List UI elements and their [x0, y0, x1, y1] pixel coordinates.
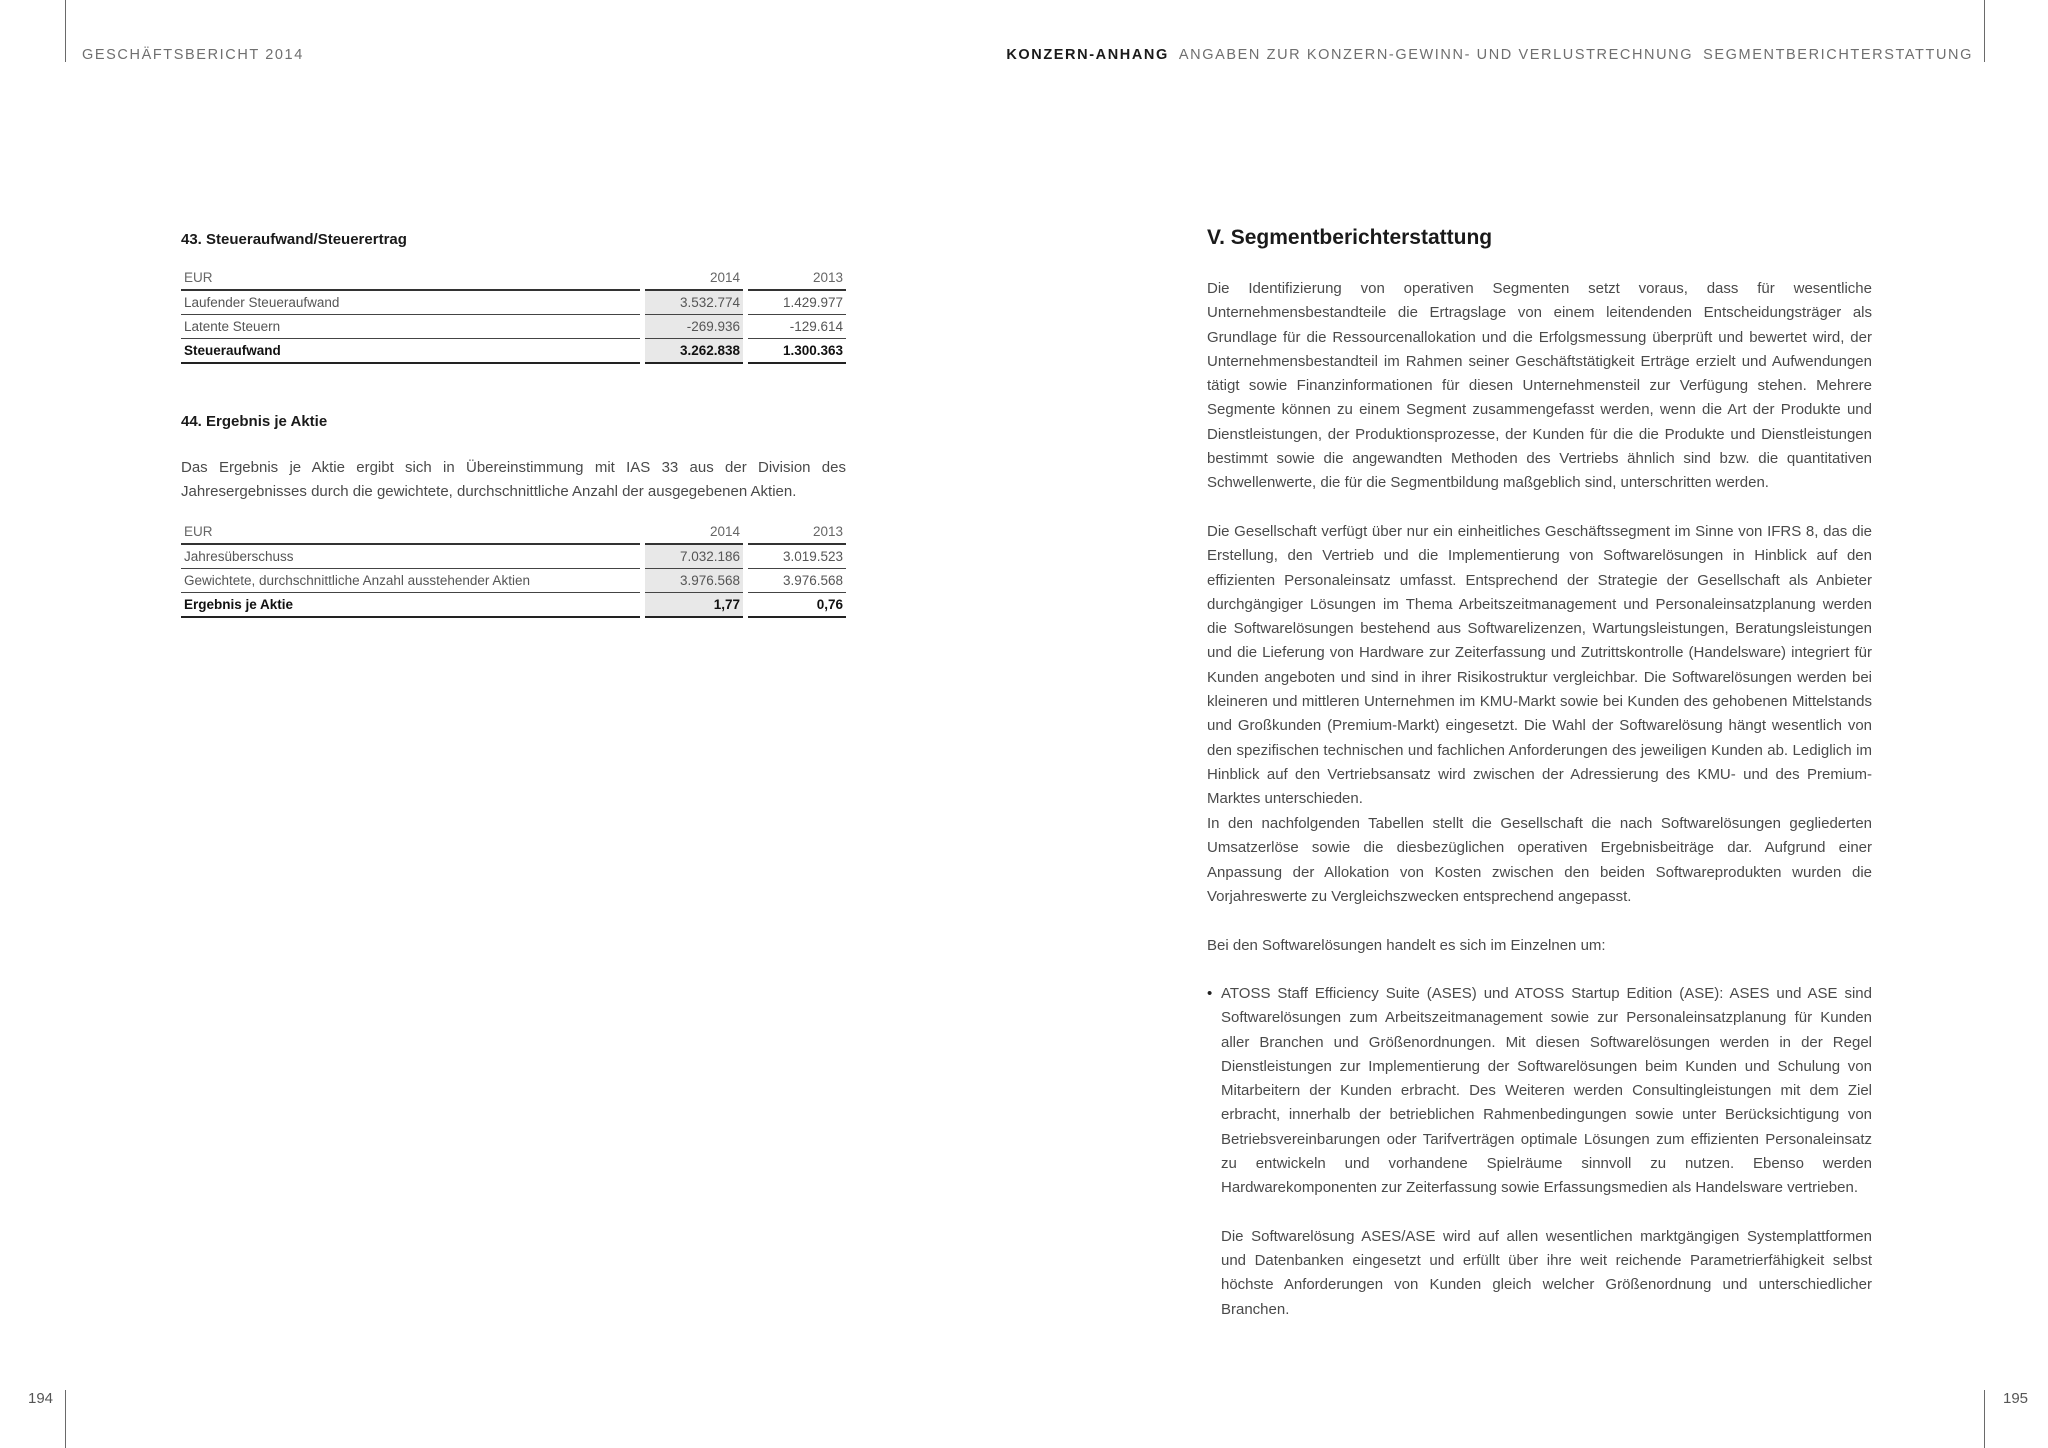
section-43-title: 43. Steueraufwand/Steuerertrag: [181, 231, 407, 248]
page-number-right: 195: [2003, 1390, 2029, 1407]
segment-paragraph-2: Die Gesellschaft verfügt über nur ein einheitliches Geschäftssegment im Sinne von IFRS 8, das die Erstellung, den Vertrieb und die Implementierung von Softwarelösungen in Hinblick auf den effizienten Personaleinsatz umfasst. Entsprechend der Strategie der Gesellschaft als Anbieter durchgängiger Lösungen im Thema Arbeitszeitmanagement und Personaleinsatzplanung werden die Softwarelösungen bestehend aus Softwarelizenzen, Wartungsleistungen, Beratungsleistungen und die Lieferung von Hardware zur Zeiterfassung und Zutrittskontrolle (Handelsware) integriert für Kunden angeboten und sind in ihrer Risikostruktur vergleichbar. Die Softwarelösungen werden bei kleineren und mittleren Unternehmen im KMU-Markt sowie bei Kunden des gehobenen Mittelstands und Großkunden (Premium-Markt) eingesetzt. Die Wahl der Softwarelösung hängt wesentlich von den spezifischen technischen und fachlichen Anforderungen des jeweiligen Kunden ab. Lediglich im Hinblick auf den Vertriebsansatz wird zwischen der Adressierung des KMU- und des Premium-Marktes unterschieden.: [1207, 523, 1872, 808]
row-label: Ergebnis je Aktie: [181, 593, 640, 618]
value-2014: -269.936: [645, 315, 743, 339]
table-header-row: [181, 520, 846, 545]
bullet-continuation: Die Softwarelösung ASES/ASE wird auf allen wesentlichen marktgängigen Systemplattformen und Datenbanken eingesetzt und erfüllt über ihre weit reichende Parametrierfähigkeit selbst höchste Anforderungen von Kunden gleich welcher Größenordnung und unterschiedlicher Branchen.: [1221, 1227, 1872, 1318]
col-header: 2013: [748, 266, 846, 291]
table-row: [181, 315, 846, 339]
value-2013: 0,76: [748, 593, 846, 618]
segment-paragraph-1: Die Identifizierung von operativen Segmenten setzt voraus, dass für wesentliche Unternehmensbestandteile die Ertragslage von einem leitendenden Entscheidungsträger als Grundlage für die Ressourcenallokation und die Erfolgsmessung überprüft und bewertet wird, der Unternehmensbestandteil im Rahmen seiner Geschäftstätigkeit Erträge erzielt und Aufwendungen tätigt sowie Finanzinformationen für diesen Unternehmensteil zur Verfügung stehen. Mehrere Segmente können zu einem Segment zusammengefasst werden, wenn die Art der Produkte und Dienstleistungen, der Produktionsprozesse, der Kunden für die die Produkte und Dienstleistungen bestimmt sowie die angewandten Methoden des Vertriebs ähnlich sind bzw. die quantitativen Schwellenwerte, die für die Segmentbildung maßgeblich sind, unterschritten werden.: [1207, 280, 1872, 492]
value-2013: 3.019.523: [748, 545, 846, 569]
segment-reporting-title: V. Segmentberichterstattung: [1207, 226, 1493, 249]
left-bottom-rule: [65, 1390, 66, 1448]
col-header: EUR: [181, 520, 640, 545]
col-header: 2014: [645, 266, 743, 291]
table-total-row: [181, 593, 846, 618]
value-2014: 3.532.774: [645, 291, 743, 315]
page-number-left: 194: [28, 1390, 54, 1407]
bullet-dot-icon: •: [1207, 985, 1213, 1002]
right-top-rule: [1984, 0, 1985, 62]
left-top-rule: [65, 0, 66, 62]
section-sub2: SEGMENTBERICHTERSTATTUNG: [1703, 47, 1973, 63]
table-total-row: [181, 339, 846, 364]
value-2014: 7.032.186: [645, 545, 743, 569]
section-44-text: Das Ergebnis je Aktie ergibt sich in Übereinstimmung mit IAS 33 aus der Division des Jahresergebnisses durch die gewichtete, durchschnittliche Anzahl der ausgegebenen Aktien.: [181, 459, 846, 500]
table-row: [181, 291, 846, 315]
value-2013: 1.300.363: [748, 339, 846, 364]
left-running-header: [82, 47, 304, 63]
col-header: EUR: [181, 266, 640, 291]
earnings-per-share-table: [181, 520, 846, 618]
row-label: Steueraufwand: [181, 339, 640, 364]
value-2014: 3.262.838: [645, 339, 743, 364]
row-label: Laufender Steueraufwand: [181, 291, 640, 315]
right-bottom-rule: [1984, 1390, 1985, 1448]
table-row: [181, 569, 846, 593]
table-row: [181, 545, 846, 569]
tax-expense-table: [181, 266, 846, 364]
report-title: GESCHÄFTSBERICHT 2014: [82, 47, 304, 63]
value-2014: 3.976.568: [645, 569, 743, 593]
bullet-item-ases: [1207, 982, 1872, 1322]
value-2013: -129.614: [748, 315, 846, 339]
row-label: Jahresüberschuss: [181, 545, 640, 569]
bullet-text: ATOSS Staff Efficiency Suite (ASES) und ATOSS Startup Edition (ASE): ASES und ASE sind Softwarelösungen zum Arbeitszeitmanagement sowie zur Personaleinsatzplanung für Kunden aller Branchen und Größenordnungen. Mit diesen Softwarelösungen werden in der Regel Dienstleistungen zur Implementierung der Softwarelösungen beim Kunden und Schulung von Mitarbeitern der Kunden erbracht. Des Weiteren werden Consultingleistungen mit dem Ziel erbracht, innerhalb der betrieblichen Rahmenbedingungen sowie unter Berücksichtigung von Betriebsvereinbarungen oder Tarifverträgen optimale Lösungen zum effizienten Personaleinsatz zu entwickeln und vorhandene Spielräume sinnvoll zu nutzen. Ebenso werden Hardwarekomponenten zur Zeiterfassung sowie Erfassungsmedien als Handelsware vertrieben.: [1221, 985, 1872, 1197]
col-header: 2014: [645, 520, 743, 545]
table-header-row: [181, 266, 846, 291]
value-2014: 1,77: [645, 593, 743, 618]
segment-paragraph-3: In den nachfolgenden Tabellen stellt die Gesellschaft die nach Softwarelösungen gegliederten Umsatzerlöse sowie die diesbezüglichen operativen Ergebnisbeiträge dar. Aufgrund einer Anpassung der Allokation von Kosten zwischen den beiden Softwareprodukten wurden die Vorjahreswerte zu Vergleichszwecken entsprechend angepasst.: [1207, 815, 1872, 905]
row-label: Latente Steuern: [181, 315, 640, 339]
section-44-title: 44. Ergebnis je Aktie: [181, 413, 328, 430]
row-label: Gewichtete, durchschnittliche Anzahl ausstehender Aktien: [181, 569, 640, 593]
right-running-header: [1006, 47, 1973, 63]
section-sub1: ANGABEN ZUR KONZERN-GEWINN- UND VERLUSTRECHNUNG: [1178, 47, 1694, 63]
col-header: 2013: [748, 520, 846, 545]
value-2013: 3.976.568: [748, 569, 846, 593]
value-2013: 1.429.977: [748, 291, 846, 315]
segment-paragraph-4: Bei den Softwarelösungen handelt es sich im Einzelnen um:: [1207, 937, 1606, 954]
section-chapter: KONZERN-ANHANG: [1006, 47, 1169, 63]
